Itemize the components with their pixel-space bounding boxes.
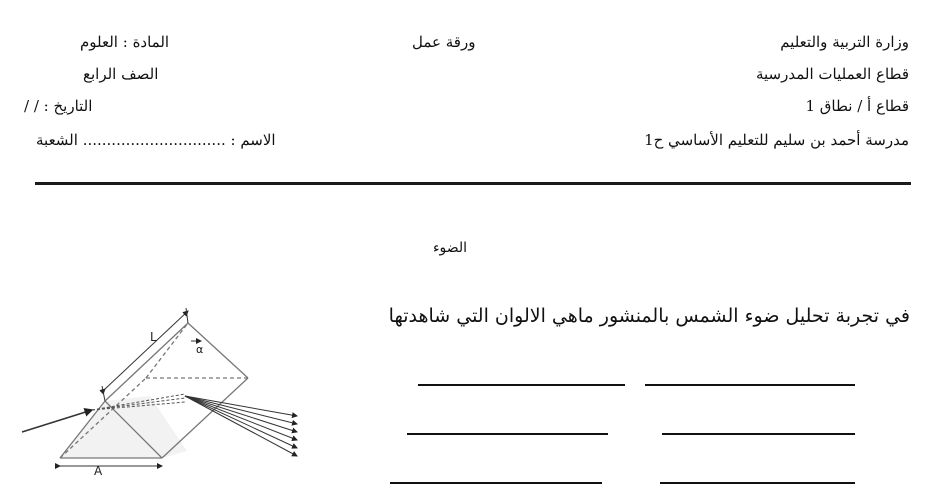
- ministry-name: وزارة التربية والتعليم: [780, 33, 909, 51]
- length-label: L: [150, 330, 157, 344]
- answer-line: [390, 482, 602, 484]
- subject-label: المادة : العلوم: [80, 33, 170, 51]
- incident-ray: [22, 410, 92, 432]
- answer-line: [662, 433, 855, 435]
- prism-diagram: [10, 296, 310, 486]
- date-field: التاريخ : / /: [24, 97, 93, 115]
- length-dimension: [102, 308, 188, 401]
- answer-line: [418, 384, 625, 386]
- header-divider: [35, 182, 911, 185]
- dispersed-rays: [185, 396, 297, 456]
- document-type: ورقة عمل: [412, 33, 476, 51]
- school-name: مدرسة أحمد بن سليم للتعليم الأساسي ح1: [644, 131, 909, 149]
- answer-line: [660, 482, 855, 484]
- answer-line: [645, 384, 855, 386]
- angle-label: α: [196, 343, 204, 356]
- lesson-topic: الضوء: [432, 240, 468, 256]
- prism-face: [60, 396, 187, 458]
- answer-line: [407, 433, 608, 435]
- sector-name: قطاع العمليات المدرسية: [755, 65, 909, 83]
- question-text: في تجربة تحليل ضوء الشمس بالمنشور ماهي الالوان التي شاهدتها: [388, 305, 910, 327]
- base-label: A: [94, 464, 103, 478]
- student-name-field: الاسم : .............................. الشعبة: [36, 131, 276, 149]
- zone-name: قطاع أ / نطاق 1: [805, 97, 909, 115]
- grade-label: الصف الرابع: [83, 65, 159, 83]
